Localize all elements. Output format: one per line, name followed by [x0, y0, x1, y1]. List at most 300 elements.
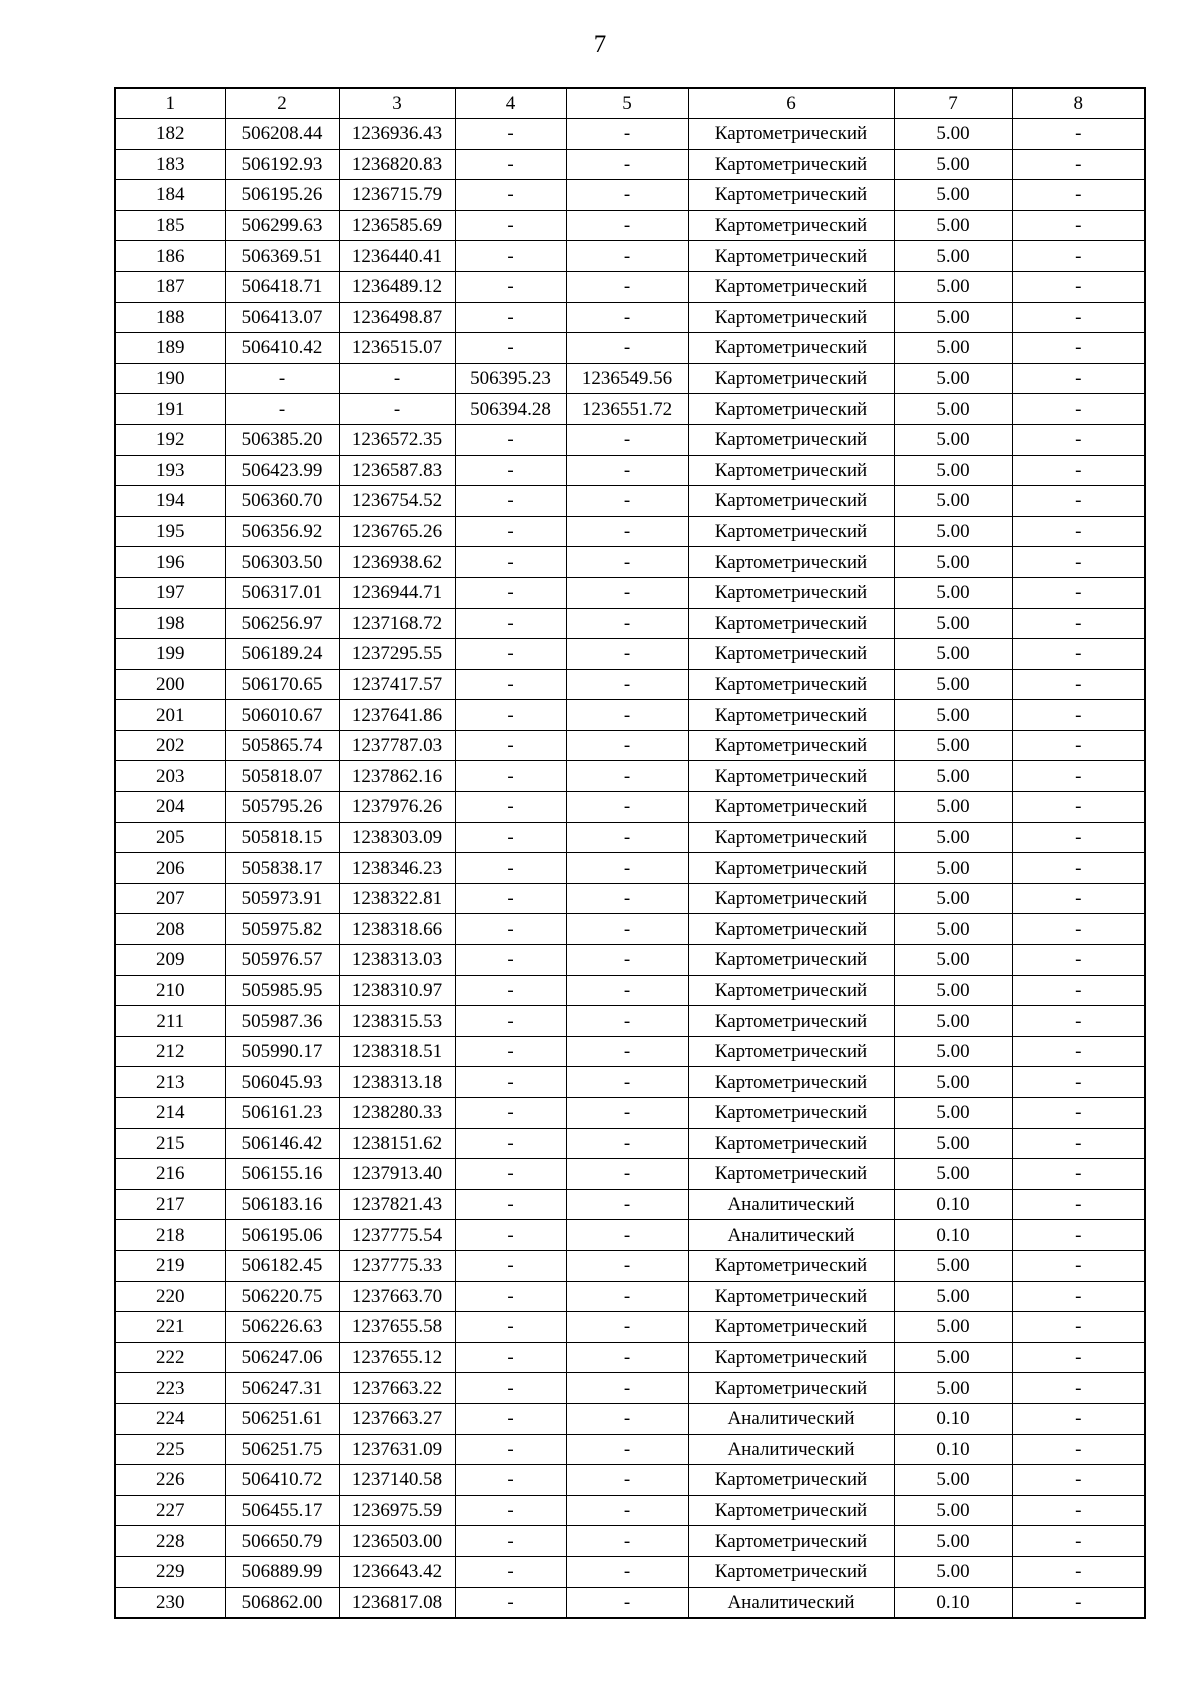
- column-header-8: 8: [1012, 88, 1145, 119]
- table-row: [115, 914, 1145, 945]
- table-cell-col-2: -: [225, 363, 339, 394]
- table-cell-col-7: 5.00: [894, 914, 1012, 945]
- table-cell-col-4: -: [455, 302, 566, 333]
- table-cell-col-3: 1236572.35: [339, 424, 455, 455]
- table-cell-col-8: -: [1012, 1556, 1145, 1587]
- table-row: [115, 1281, 1145, 1312]
- table-cell-col-6: Картометрический: [688, 333, 894, 364]
- table-cell-col-3: 1237417.57: [339, 669, 455, 700]
- table-cell-col-1: 193: [115, 455, 225, 486]
- table-cell-col-2: 506192.93: [225, 149, 339, 180]
- table-row: [115, 1128, 1145, 1159]
- table-cell-col-3: 1236515.07: [339, 333, 455, 364]
- table-cell-col-4: -: [455, 1434, 566, 1465]
- table-cell-col-1: 218: [115, 1220, 225, 1251]
- table-cell-col-5: -: [566, 1526, 688, 1557]
- table-cell-col-1: 191: [115, 394, 225, 425]
- table-cell-col-5: -: [566, 180, 688, 211]
- table-cell-col-1: 229: [115, 1556, 225, 1587]
- table-cell-col-5: -: [566, 241, 688, 272]
- table-cell-col-4: -: [455, 1250, 566, 1281]
- table-cell-col-2: 506251.75: [225, 1434, 339, 1465]
- table-row: [115, 1250, 1145, 1281]
- table-cell-col-2: 506183.16: [225, 1189, 339, 1220]
- column-header-2: 2: [225, 88, 339, 119]
- table-row: [115, 792, 1145, 823]
- table-cell-col-4: -: [455, 180, 566, 211]
- table-cell-col-3: 1236715.79: [339, 180, 455, 211]
- table-cell-col-6: Картометрический: [688, 883, 894, 914]
- table-cell-col-8: -: [1012, 853, 1145, 884]
- table-cell-col-1: 183: [115, 149, 225, 180]
- table-cell-col-2: 506256.97: [225, 608, 339, 639]
- table-row: [115, 424, 1145, 455]
- table-cell-col-3: 1238315.53: [339, 1006, 455, 1037]
- table-cell-col-1: 192: [115, 424, 225, 455]
- table-cell-col-7: 5.00: [894, 730, 1012, 761]
- table-row: [115, 639, 1145, 670]
- table-cell-col-8: -: [1012, 180, 1145, 211]
- column-header-1: 1: [115, 88, 225, 119]
- column-header-7: 7: [894, 88, 1012, 119]
- table-row: [115, 1159, 1145, 1190]
- table-cell-col-5: -: [566, 1006, 688, 1037]
- table-cell-col-5: -: [566, 1067, 688, 1098]
- table-cell-col-6: Картометрический: [688, 761, 894, 792]
- table-cell-col-7: 5.00: [894, 669, 1012, 700]
- table-cell-col-7: 5.00: [894, 792, 1012, 823]
- table-cell-col-7: 5.00: [894, 394, 1012, 425]
- table-cell-col-5: -: [566, 302, 688, 333]
- table-cell-col-7: 0.10: [894, 1434, 1012, 1465]
- table-cell-col-5: -: [566, 149, 688, 180]
- table-cell-col-7: 5.00: [894, 1006, 1012, 1037]
- table-cell-col-7: 0.10: [894, 1220, 1012, 1251]
- table-cell-col-2: 506862.00: [225, 1587, 339, 1618]
- table-cell-col-8: -: [1012, 1495, 1145, 1526]
- table-cell-col-8: -: [1012, 1373, 1145, 1404]
- table-cell-col-4: -: [455, 149, 566, 180]
- table-cell-col-7: 5.00: [894, 577, 1012, 608]
- table-cell-col-8: -: [1012, 1067, 1145, 1098]
- table-cell-col-4: -: [455, 1312, 566, 1343]
- table-cell-col-3: 1236587.83: [339, 455, 455, 486]
- table-cell-col-8: -: [1012, 1281, 1145, 1312]
- table-cell-col-3: 1238318.66: [339, 914, 455, 945]
- table-cell-col-3: 1237862.16: [339, 761, 455, 792]
- table-cell-col-7: 5.00: [894, 1556, 1012, 1587]
- table-cell-col-6: Аналитический: [688, 1403, 894, 1434]
- table-cell-col-2: -: [225, 394, 339, 425]
- table-cell-col-6: Картометрический: [688, 486, 894, 517]
- table-cell-col-8: -: [1012, 1403, 1145, 1434]
- table-cell-col-3: 1237787.03: [339, 730, 455, 761]
- table-row: [115, 180, 1145, 211]
- table-cell-col-3: 1237631.09: [339, 1434, 455, 1465]
- table-cell-col-8: -: [1012, 1587, 1145, 1618]
- table-cell-col-5: -: [566, 1098, 688, 1129]
- table-cell-col-7: 5.00: [894, 945, 1012, 976]
- table-cell-col-8: -: [1012, 302, 1145, 333]
- table-cell-col-3: 1238280.33: [339, 1098, 455, 1129]
- table-cell-col-1: 214: [115, 1098, 225, 1129]
- table-cell-col-2: 506418.71: [225, 271, 339, 302]
- table-cell-col-8: -: [1012, 394, 1145, 425]
- table-cell-col-7: 5.00: [894, 363, 1012, 394]
- table-cell-col-7: 5.00: [894, 149, 1012, 180]
- table-cell-col-8: -: [1012, 792, 1145, 823]
- table-cell-col-6: Картометрический: [688, 914, 894, 945]
- table-cell-col-1: 198: [115, 608, 225, 639]
- table-cell-col-6: Картометрический: [688, 1036, 894, 1067]
- table-cell-col-5: -: [566, 424, 688, 455]
- table-cell-col-2: 506195.06: [225, 1220, 339, 1251]
- table-cell-col-1: 187: [115, 271, 225, 302]
- table-cell-col-6: Картометрический: [688, 1465, 894, 1496]
- table-cell-col-8: -: [1012, 119, 1145, 150]
- table-cell-col-4: -: [455, 577, 566, 608]
- table-row: [115, 1403, 1145, 1434]
- table-row: [115, 761, 1145, 792]
- table-cell-col-2: 506360.70: [225, 486, 339, 517]
- table-cell-col-1: 182: [115, 119, 225, 150]
- table-cell-col-5: -: [566, 1189, 688, 1220]
- table-cell-col-2: 505865.74: [225, 730, 339, 761]
- column-header-4: 4: [455, 88, 566, 119]
- table-cell-col-7: 5.00: [894, 1281, 1012, 1312]
- table-cell-col-3: 1237295.55: [339, 639, 455, 670]
- table-cell-col-5: -: [566, 1312, 688, 1343]
- table-cell-col-4: -: [455, 1587, 566, 1618]
- table-cell-col-7: 5.00: [894, 853, 1012, 884]
- table-cell-col-2: 506247.31: [225, 1373, 339, 1404]
- table-cell-col-8: -: [1012, 730, 1145, 761]
- table-cell-col-5: -: [566, 1250, 688, 1281]
- table-cell-col-8: -: [1012, 700, 1145, 731]
- table-cell-col-4: -: [455, 1403, 566, 1434]
- table-cell-col-4: -: [455, 792, 566, 823]
- table-cell-col-6: Картометрический: [688, 516, 894, 547]
- table-cell-col-3: 1237140.58: [339, 1465, 455, 1496]
- table-cell-col-4: -: [455, 1342, 566, 1373]
- table-cell-col-1: 226: [115, 1465, 225, 1496]
- table-cell-col-7: 5.00: [894, 424, 1012, 455]
- table-cell-col-2: 506423.99: [225, 455, 339, 486]
- table-cell-col-6: Картометрический: [688, 669, 894, 700]
- table-cell-col-8: -: [1012, 822, 1145, 853]
- table-cell-col-6: Картометрический: [688, 241, 894, 272]
- table-cell-col-1: 207: [115, 883, 225, 914]
- table-cell-col-1: 199: [115, 639, 225, 670]
- table-cell-col-1: 216: [115, 1159, 225, 1190]
- table-cell-col-3: 1236817.08: [339, 1587, 455, 1618]
- table-row: [115, 853, 1145, 884]
- table-cell-col-6: Картометрический: [688, 1556, 894, 1587]
- table-cell-col-5: 1236551.72: [566, 394, 688, 425]
- table-cell-col-1: 210: [115, 975, 225, 1006]
- table-cell-col-2: 505973.91: [225, 883, 339, 914]
- table-cell-col-7: 5.00: [894, 700, 1012, 731]
- table-cell-col-7: 5.00: [894, 516, 1012, 547]
- table-cell-col-3: 1238346.23: [339, 853, 455, 884]
- table-row: [115, 669, 1145, 700]
- table-cell-col-2: 506385.20: [225, 424, 339, 455]
- table-cell-col-7: 5.00: [894, 1465, 1012, 1496]
- table-cell-col-3: 1236440.41: [339, 241, 455, 272]
- table-cell-col-4: -: [455, 914, 566, 945]
- table-row: [115, 730, 1145, 761]
- table-cell-col-7: 5.00: [894, 119, 1012, 150]
- table-cell-col-7: 5.00: [894, 547, 1012, 578]
- table-cell-col-4: -: [455, 1189, 566, 1220]
- table-cell-col-6: Картометрический: [688, 1006, 894, 1037]
- table-row: [115, 1526, 1145, 1557]
- table-cell-col-1: 189: [115, 333, 225, 364]
- table-cell-col-6: Картометрический: [688, 853, 894, 884]
- table-cell-col-3: 1236498.87: [339, 302, 455, 333]
- column-header-6: 6: [688, 88, 894, 119]
- table-cell-col-6: Картометрический: [688, 302, 894, 333]
- table-cell-col-4: -: [455, 761, 566, 792]
- table-cell-col-4: -: [455, 1128, 566, 1159]
- table-cell-col-2: 505818.15: [225, 822, 339, 853]
- table-cell-col-8: -: [1012, 455, 1145, 486]
- table-row: [115, 363, 1145, 394]
- table-cell-col-4: -: [455, 1036, 566, 1067]
- table-cell-col-2: 506251.61: [225, 1403, 339, 1434]
- table-cell-col-2: 506889.99: [225, 1556, 339, 1587]
- table-cell-col-7: 5.00: [894, 455, 1012, 486]
- table-row: [115, 547, 1145, 578]
- table-cell-col-1: 202: [115, 730, 225, 761]
- table-cell-col-8: -: [1012, 914, 1145, 945]
- table-cell-col-5: -: [566, 486, 688, 517]
- table-cell-col-2: 505975.82: [225, 914, 339, 945]
- table-row: [115, 822, 1145, 853]
- table-cell-col-2: 506010.67: [225, 700, 339, 731]
- table-row: [115, 1434, 1145, 1465]
- table-cell-col-7: 5.00: [894, 302, 1012, 333]
- table-row: [115, 1006, 1145, 1037]
- table-cell-col-8: -: [1012, 608, 1145, 639]
- table-cell-col-7: 5.00: [894, 210, 1012, 241]
- table-cell-col-8: -: [1012, 1159, 1145, 1190]
- table-cell-col-6: Картометрический: [688, 1159, 894, 1190]
- table-cell-col-1: 213: [115, 1067, 225, 1098]
- table-cell-col-5: -: [566, 761, 688, 792]
- table-cell-col-6: Картометрический: [688, 547, 894, 578]
- table-cell-col-1: 195: [115, 516, 225, 547]
- table-cell-col-3: 1237976.26: [339, 792, 455, 823]
- table-cell-col-1: 186: [115, 241, 225, 272]
- table-cell-col-5: -: [566, 1587, 688, 1618]
- table-cell-col-2: 506045.93: [225, 1067, 339, 1098]
- table-cell-col-4: -: [455, 1159, 566, 1190]
- table-cell-col-7: 5.00: [894, 180, 1012, 211]
- table-cell-col-4: -: [455, 241, 566, 272]
- table-cell-col-6: Картометрический: [688, 639, 894, 670]
- table-cell-col-6: Картометрический: [688, 394, 894, 425]
- table-cell-col-1: 219: [115, 1250, 225, 1281]
- table-cell-col-3: 1236938.62: [339, 547, 455, 578]
- table-cell-col-1: 196: [115, 547, 225, 578]
- table-cell-col-7: 5.00: [894, 333, 1012, 364]
- table-cell-col-3: 1236820.83: [339, 149, 455, 180]
- table-cell-col-4: -: [455, 486, 566, 517]
- table-cell-col-1: 194: [115, 486, 225, 517]
- table-cell-col-7: 0.10: [894, 1189, 1012, 1220]
- table-cell-col-4: -: [455, 975, 566, 1006]
- table-cell-col-2: 506410.72: [225, 1465, 339, 1496]
- table-cell-col-7: 5.00: [894, 1250, 1012, 1281]
- table-cell-col-3: -: [339, 394, 455, 425]
- table-row: [115, 1587, 1145, 1618]
- table-cell-col-8: -: [1012, 149, 1145, 180]
- table-cell-col-2: 506182.45: [225, 1250, 339, 1281]
- table-cell-col-2: 505976.57: [225, 945, 339, 976]
- table-cell-col-2: 506170.65: [225, 669, 339, 700]
- table-cell-col-6: Картометрический: [688, 1312, 894, 1343]
- table-cell-col-8: -: [1012, 1036, 1145, 1067]
- table-cell-col-1: 227: [115, 1495, 225, 1526]
- table-cell-col-4: 506395.23: [455, 363, 566, 394]
- table-cell-col-6: Аналитический: [688, 1434, 894, 1465]
- table-row: [115, 455, 1145, 486]
- table-row: [115, 975, 1145, 1006]
- table-cell-col-5: -: [566, 1465, 688, 1496]
- table-cell-col-1: 212: [115, 1036, 225, 1067]
- table-cell-col-2: 506299.63: [225, 210, 339, 241]
- table-cell-col-3: 1237821.43: [339, 1189, 455, 1220]
- table-cell-col-7: 5.00: [894, 1342, 1012, 1373]
- table-cell-col-1: 200: [115, 669, 225, 700]
- table-cell-col-3: 1236585.69: [339, 210, 455, 241]
- table-cell-col-1: 222: [115, 1342, 225, 1373]
- table-cell-col-8: -: [1012, 1312, 1145, 1343]
- table-cell-col-1: 190: [115, 363, 225, 394]
- table-cell-col-5: -: [566, 1036, 688, 1067]
- table-cell-col-6: Картометрический: [688, 1281, 894, 1312]
- table-cell-col-6: Картометрический: [688, 1373, 894, 1404]
- table-cell-col-1: 211: [115, 1006, 225, 1037]
- table-cell-col-2: 506195.26: [225, 180, 339, 211]
- table-cell-col-1: 217: [115, 1189, 225, 1220]
- table-cell-col-8: -: [1012, 363, 1145, 394]
- table-cell-col-7: 5.00: [894, 822, 1012, 853]
- table-cell-col-2: 506369.51: [225, 241, 339, 272]
- table-cell-col-4: -: [455, 639, 566, 670]
- table-cell-col-4: -: [455, 424, 566, 455]
- table-cell-col-8: -: [1012, 1220, 1145, 1251]
- table-row: [115, 1189, 1145, 1220]
- table-cell-col-6: Картометрический: [688, 1067, 894, 1098]
- table-cell-col-2: 505795.26: [225, 792, 339, 823]
- table-cell-col-7: 5.00: [894, 1098, 1012, 1129]
- table-cell-col-8: -: [1012, 241, 1145, 272]
- table-row: [115, 700, 1145, 731]
- column-header-3: 3: [339, 88, 455, 119]
- table-cell-col-2: 505990.17: [225, 1036, 339, 1067]
- table-cell-col-8: -: [1012, 577, 1145, 608]
- table-cell-col-4: -: [455, 730, 566, 761]
- table-cell-col-2: 506208.44: [225, 119, 339, 150]
- table-cell-col-4: -: [455, 700, 566, 731]
- table-cell-col-8: -: [1012, 1465, 1145, 1496]
- table-cell-col-6: Картометрический: [688, 945, 894, 976]
- table-cell-col-7: 5.00: [894, 1067, 1012, 1098]
- table-cell-col-6: Картометрический: [688, 149, 894, 180]
- table-cell-col-2: 505818.07: [225, 761, 339, 792]
- table-cell-col-1: 206: [115, 853, 225, 884]
- table-cell-col-2: 506247.06: [225, 1342, 339, 1373]
- table-cell-col-1: 228: [115, 1526, 225, 1557]
- table-cell-col-6: Картометрический: [688, 455, 894, 486]
- table-cell-col-8: -: [1012, 1128, 1145, 1159]
- table-cell-col-6: Картометрический: [688, 363, 894, 394]
- table-cell-col-7: 5.00: [894, 1036, 1012, 1067]
- table-cell-col-2: 506317.01: [225, 577, 339, 608]
- table-cell-col-5: -: [566, 1495, 688, 1526]
- table-row: [115, 486, 1145, 517]
- table-cell-col-8: -: [1012, 1526, 1145, 1557]
- table-cell-col-3: 1236944.71: [339, 577, 455, 608]
- table-cell-col-8: -: [1012, 1250, 1145, 1281]
- table-cell-col-4: -: [455, 1006, 566, 1037]
- table-cell-col-3: -: [339, 363, 455, 394]
- table-cell-col-3: 1237663.22: [339, 1373, 455, 1404]
- table-cell-col-8: -: [1012, 333, 1145, 364]
- table-cell-col-6: Картометрический: [688, 730, 894, 761]
- table-cell-col-3: 1238310.97: [339, 975, 455, 1006]
- table-cell-col-1: 201: [115, 700, 225, 731]
- table-cell-col-2: 506303.50: [225, 547, 339, 578]
- table-cell-col-4: -: [455, 1526, 566, 1557]
- table-row: [115, 1067, 1145, 1098]
- table-cell-col-3: 1238151.62: [339, 1128, 455, 1159]
- table-cell-col-5: -: [566, 945, 688, 976]
- table-cell-col-6: Картометрический: [688, 271, 894, 302]
- coordinates-table: [114, 87, 1146, 1619]
- table-cell-col-4: -: [455, 1220, 566, 1251]
- table-cell-col-3: 1236765.26: [339, 516, 455, 547]
- table-cell-col-6: Картометрический: [688, 119, 894, 150]
- table-row: [115, 1312, 1145, 1343]
- table-cell-col-5: -: [566, 853, 688, 884]
- table-cell-col-6: Картометрический: [688, 822, 894, 853]
- table-cell-col-1: 223: [115, 1373, 225, 1404]
- table-cell-col-3: 1237775.33: [339, 1250, 455, 1281]
- table-cell-col-5: -: [566, 700, 688, 731]
- table-cell-col-1: 205: [115, 822, 225, 853]
- table-cell-col-3: 1236489.12: [339, 271, 455, 302]
- table-cell-col-2: 506356.92: [225, 516, 339, 547]
- table-cell-col-5: -: [566, 669, 688, 700]
- table-cell-col-3: 1237663.27: [339, 1403, 455, 1434]
- table-cell-col-5: -: [566, 1403, 688, 1434]
- table-cell-col-4: -: [455, 271, 566, 302]
- table-cell-col-1: 184: [115, 180, 225, 211]
- table-cell-col-8: -: [1012, 1189, 1145, 1220]
- table-cell-col-8: -: [1012, 1006, 1145, 1037]
- table-row: [115, 1036, 1145, 1067]
- table-cell-col-5: -: [566, 119, 688, 150]
- table-cell-col-7: 5.00: [894, 639, 1012, 670]
- table-cell-col-8: -: [1012, 486, 1145, 517]
- table-cell-col-5: -: [566, 1556, 688, 1587]
- table-cell-col-1: 204: [115, 792, 225, 823]
- table-cell-col-8: -: [1012, 975, 1145, 1006]
- table-cell-col-2: 505838.17: [225, 853, 339, 884]
